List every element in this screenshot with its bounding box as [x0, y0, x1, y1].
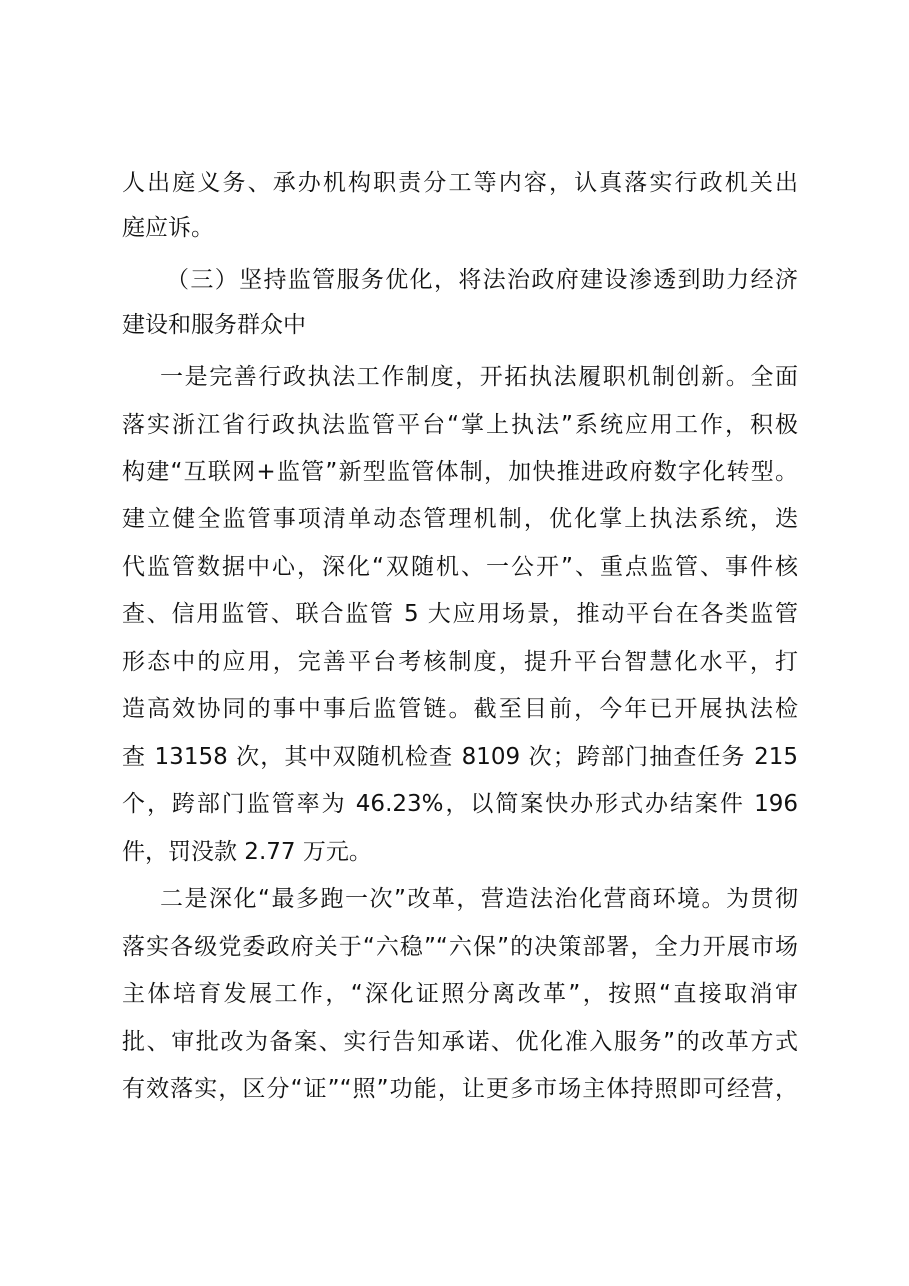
paragraph-line: 构建“互联网+监管”新型监管体制，加快推进政府数字化转型。 [122, 459, 798, 485]
paragraph-line: 查、信用监管、联合监管 5 大应用场景，推动平台在各类监管 [122, 601, 798, 627]
paragraph-line: 一是完善行政执法工作制度，开拓执法履职机制创新。全面 [160, 364, 798, 390]
paragraph-line: 有效落实，区分“证”“照”功能，让更多市场主体持照即可经营， [122, 1076, 798, 1102]
paragraph-line: 建立健全监管事项清单动态管理机制，优化掌上执法系统，迭 [122, 506, 798, 532]
paragraph-line: 落实浙江省行政执法监管平台“掌上执法”系统应用工作，积极 [122, 412, 798, 438]
paragraph-line: 落实各级党委政府关于“六稳”“六保”的决策部署，全力开展市场 [122, 934, 798, 960]
section-heading-line: 建设和服务群众中 [122, 312, 306, 338]
paragraph-line: 二是深化“最多跑一次”改革，营造法治化营商环境。为贯彻 [160, 886, 798, 912]
paragraph-line: 人出庭义务、承办机构职责分工等内容，认真落实行政机关出 [122, 170, 798, 196]
paragraph-line: 代监管数据中心，深化“双随机、一公开”、重点监管、事件核 [122, 554, 798, 580]
paragraph-line: 批、审批改为备案、实行告知承诺、优化准入服务”的改革方式 [122, 1029, 798, 1055]
section-heading-line: （三）坚持监管服务优化，将法治政府建设渗透到助力经济 [166, 267, 798, 293]
paragraph-line: 主体培育发展工作，“深化证照分离改革”，按照“直接取消审 [122, 981, 798, 1007]
paragraph-line: 庭应诉。 [122, 215, 214, 241]
paragraph-line: 个，跨部门监管率为 46.23%，以简案快办形式办结案件 196 [122, 791, 798, 817]
paragraph-line: 造高效协同的事中事后监管链。截至目前，今年已开展执法检 [122, 696, 798, 722]
paragraph-line: 件，罚没款 2.77 万元。 [122, 839, 372, 865]
paragraph-line: 查 13158 次，其中双随机检查 8109 次；跨部门抽查任务 215 [122, 744, 798, 770]
paragraph-line: 形态中的应用，完善平台考核制度，提升平台智慧化水平，打 [122, 649, 798, 675]
